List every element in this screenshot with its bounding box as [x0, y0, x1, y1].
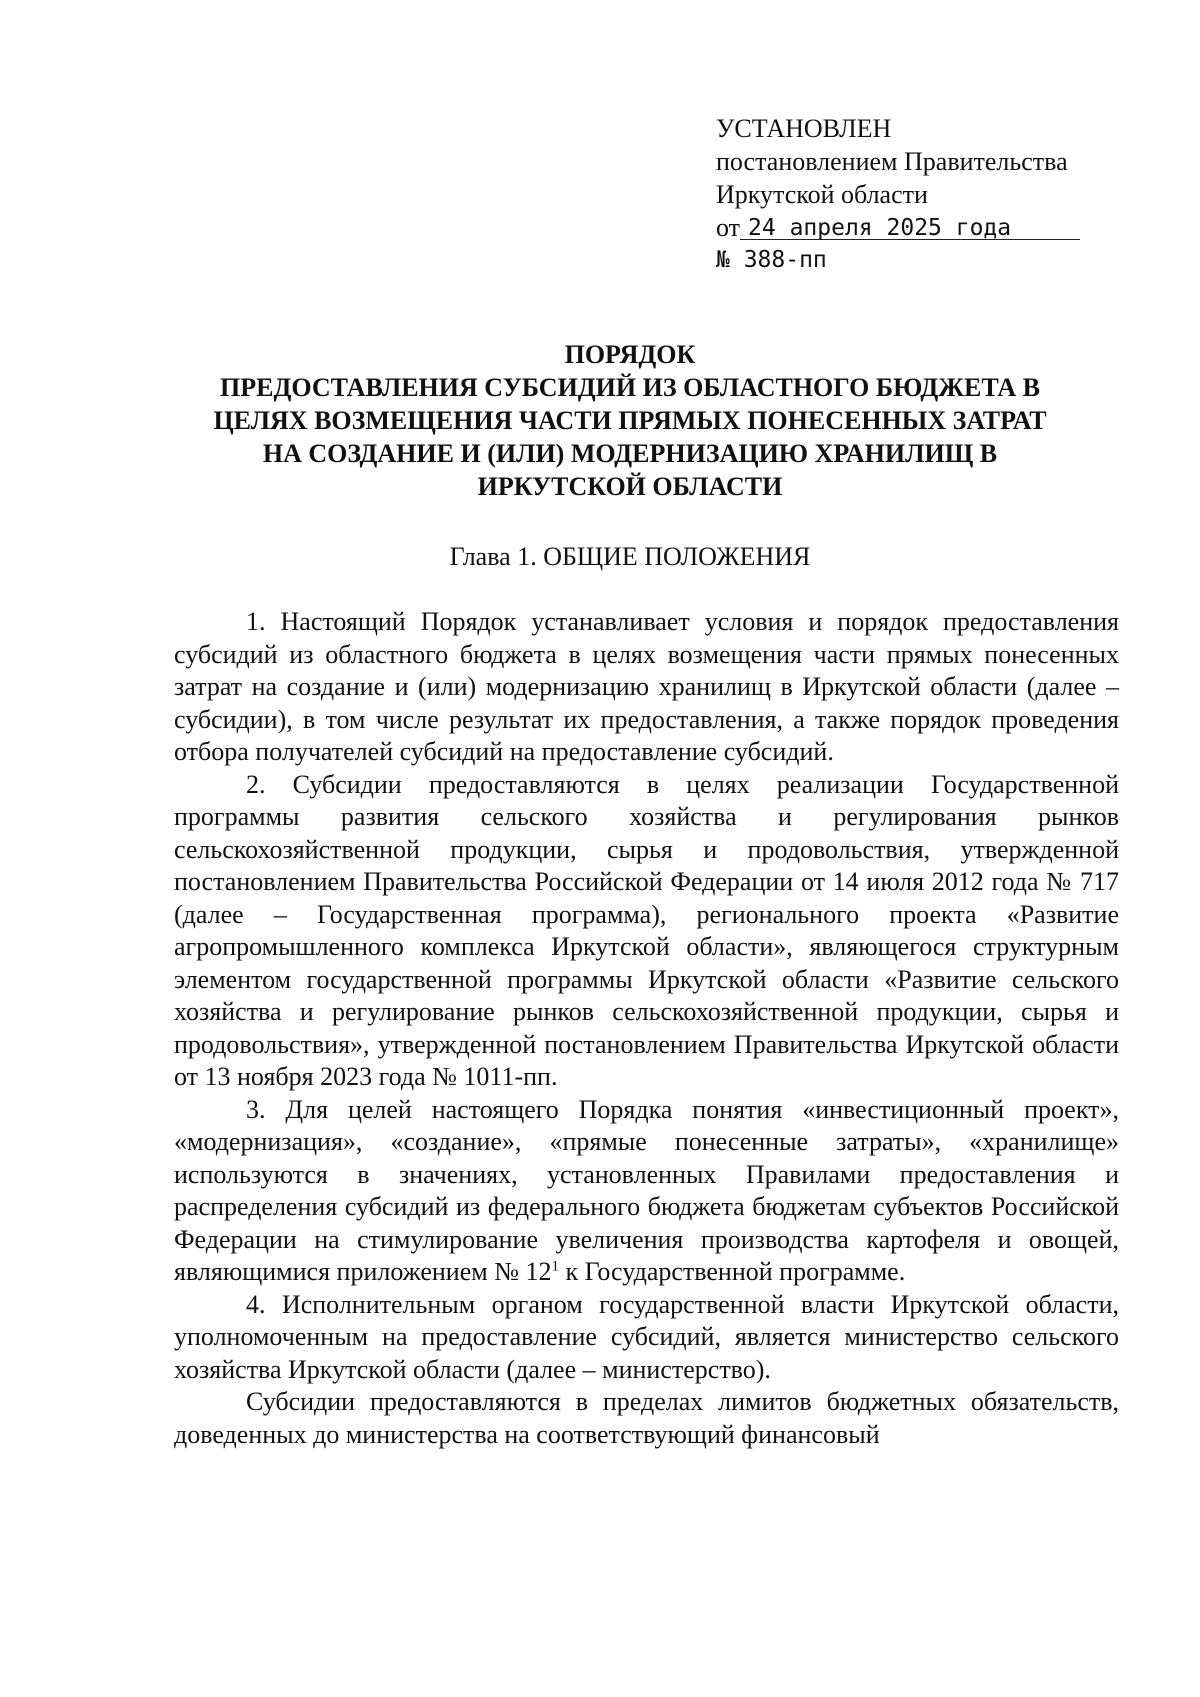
paragraph-2: 2. Субсидии предоставляются в целях реализации Государственной программы развития сельского хозяйства и регулирования рынков сельскохозяйственной продукции, сырья и продовольствия, утвержденной постановлением Правительства Российской Федерации от 14 июля 2012 года № 717 (далее – Государственная программа), регионального проекта «Развитие агропромышленного комплекса Иркутской области», являющегося структурным элементом государственной программы Иркутской области «Развитие сельского хозяйства и регулирование рынков сельскохозяйственной продукции, сырья и продовольствия», утвержденной постановлением Правительства Иркутской области от 13 ноября 2023 года № 1011-пп. [174, 769, 1119, 1091]
paragraph-3-text: 3. Для целей настоящего Порядка понятия «инвестиционный проект», «модернизация», «создание», «прямые понесенные затраты», «хранилище» используются в значениях, установленных Правилами предоставления и распределения субсидий из федерального бюджета бюджетам субъектов Российской Федерации на стимулирование увеличения производства картофеля и овощей, являющимися приложением № 12 [174, 1094, 1119, 1286]
paragraph-1: 1. Настоящий Порядок устанавливает условия и порядок предоставления субсидий из областного бюджета в целях возмещения части прямых понесенных затрат на создание и (или) модернизацию хранилищ в Иркутской области (далее – субсидии), в том числе результат их предоставления, а также порядок проведения отбора получателей субсидий на предоставление субсидий. [174, 607, 1119, 766]
paragraph-3-tail: к Государственной программе. [559, 1257, 906, 1286]
title-line: ЦЕЛЯХ ВОЗМЕЩЕНИЯ ЧАСТИ ПРЯМЫХ ПОНЕСЕННЫХ ЗАТРАТ [213, 406, 1047, 435]
paragraph-5: Субсидии предоставляются в пределах лимитов бюджетных обязательств, доведенных до министерства на соответствующий финансовый [174, 1387, 1119, 1449]
approval-line-1: постановлением Правительства [716, 147, 1068, 176]
title-line: ПРЕДОСТАВЛЕНИЯ СУБСИДИЙ ИЗ ОБЛАСТНОГО БЮДЖЕТА В [220, 373, 1040, 402]
approval-heading: УСТАНОВЛЕН [716, 114, 892, 143]
approval-stamp [716, 112, 1096, 277]
document-title [150, 338, 1110, 503]
approval-date-line [716, 211, 1096, 244]
chapter-heading: Глава 1. ОБЩИЕ ПОЛОЖЕНИЯ [449, 542, 811, 571]
approval-line-2: Иркутской области [716, 180, 928, 209]
approval-date-value: 24 апреля 2025 года [740, 217, 1080, 240]
paragraph-3 [174, 1094, 1119, 1289]
title-line: НА СОЗДАНИЕ И (ИЛИ) МОДЕРНИЗАЦИЮ ХРАНИЛИЩ В [262, 439, 998, 468]
approval-number: № 388-пп [716, 247, 827, 273]
paragraph-3-superscript: 1 [551, 1258, 559, 1275]
approval-date-prefix: от [716, 213, 741, 242]
title-line: ИРКУТСКОЙ ОБЛАСТИ [477, 472, 783, 501]
title-line: ПОРЯДОК [564, 340, 696, 369]
document-body [174, 606, 1119, 1451]
paragraph-4: 4. Исполнительным органом государственной власти Иркутской области, уполномоченным на предоставление субсидий, является министерство сельского хозяйства Иркутской области (далее – министерство). [174, 1289, 1119, 1384]
